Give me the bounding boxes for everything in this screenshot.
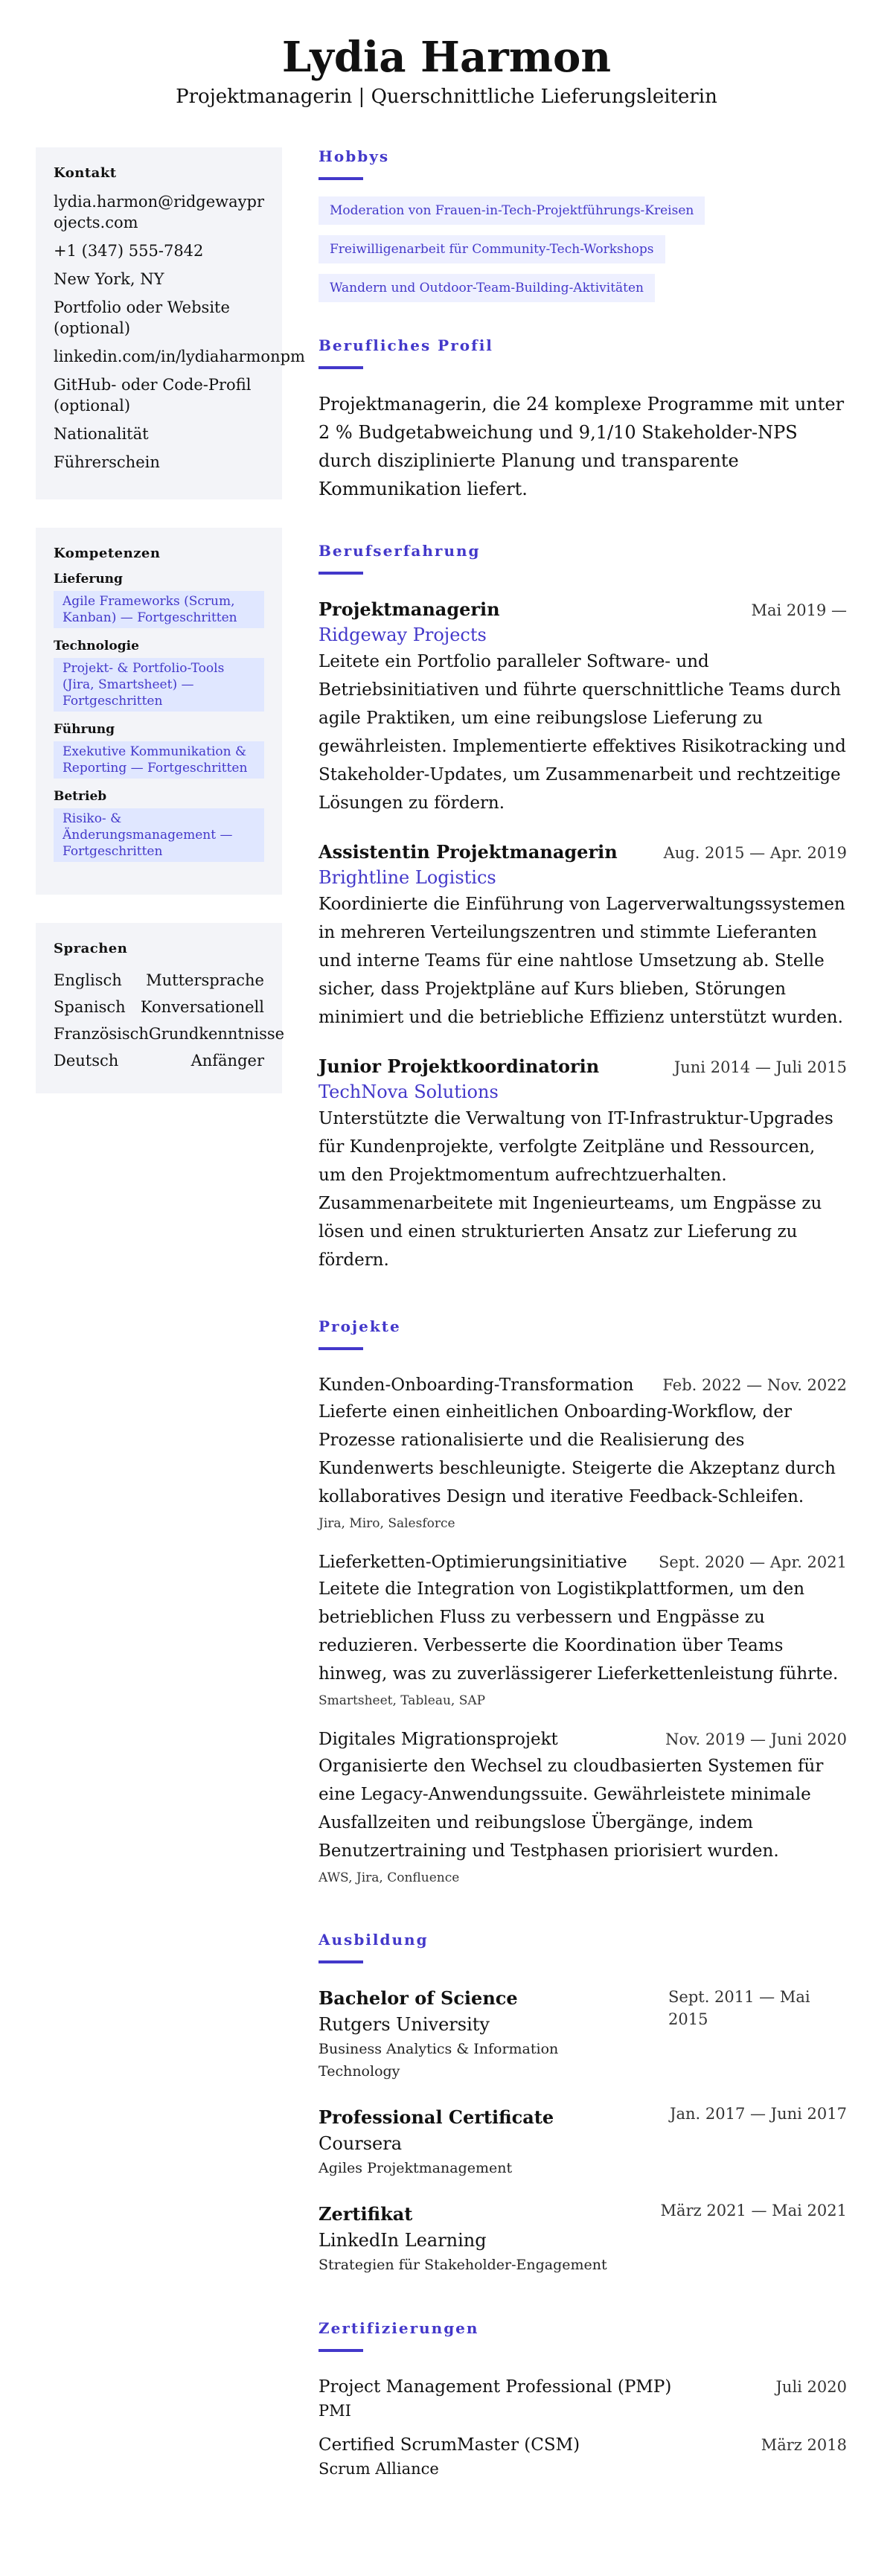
project-tech: Jira, Miro, Salesforce	[319, 1516, 455, 1531]
edu-date: Sept. 2011 — Mai 2015	[668, 1988, 810, 2028]
language-level: Grundkenntnisse	[148, 1025, 285, 1043]
job-entry	[319, 597, 847, 817]
candidate-subtitle: Projektmanagerin | Querschnittliche Lieferungsleiterin	[176, 86, 717, 108]
profile-text: Projektmanagerin, die 24 komplexe Programme mit unter 2 % Budgetabweichung und 9,1/10 Stakeholder-NPS durch disziplinierte Planung und transparente Kommunikation liefert.	[319, 394, 845, 499]
section-title: Berufliches Profil	[319, 336, 493, 354]
contact-github: GitHub- oder Code-Profil (optional)	[54, 376, 252, 415]
skill-tag: Exekutive Kommunikation & Reporting — Fortgeschritten	[54, 741, 264, 779]
skill-tag: Agile Frameworks (Scrum, Kanban) — Fortgeschritten	[54, 591, 264, 628]
contact-portfolio: Portfolio oder Website (optional)	[54, 298, 230, 337]
contact-email[interactable]: lydia.harmon@ridgewayprojects.com	[54, 193, 265, 231]
hobby-tag: Freiwilligenarbeit für Community-Tech-Workshops	[319, 235, 665, 263]
skill-group-name: Lieferung	[54, 572, 123, 587]
project-description: Leitete die Integration von Logistikplattformen, um den betrieblichen Fluss zu verbessern und Engpässe zu reduzieren. Verbesserte die Koordination über Teams hinweg, was zu zuverlässigerer Lieferkettenleistung führte.	[319, 1579, 839, 1684]
edu-institution: Coursera	[319, 2133, 403, 2154]
sidebar	[36, 147, 305, 1122]
job-title: Projektmanagerin	[319, 598, 500, 620]
job-company: Ridgeway Projects	[319, 624, 487, 645]
project-date: Feb. 2022 — Nov. 2022	[662, 1376, 847, 1394]
language-name: Deutsch	[54, 1052, 119, 1070]
resume-header	[0, 0, 893, 110]
edu-degree: Bachelor of Science	[319, 1987, 518, 2009]
contact-nationality: Nationalität	[54, 425, 149, 443]
languages-title: Sprachen	[54, 941, 128, 956]
certification-entry	[319, 2432, 847, 2480]
education-entry	[319, 2202, 847, 2276]
language-name: Französisch	[54, 1025, 149, 1043]
edu-institution: LinkedIn Learning	[319, 2230, 487, 2251]
skills-title: Kompetenzen	[54, 546, 161, 561]
skill-tag: Projekt- & Portfolio-Tools (Jira, Smartsheet) — Fortgeschritten	[54, 658, 264, 712]
edu-institution: Rutgers University	[319, 2014, 490, 2035]
language-level: Muttersprache	[146, 971, 264, 989]
certifications-section	[319, 2318, 847, 2480]
job-entry	[319, 1054, 847, 1274]
skills-box	[36, 528, 282, 895]
cert-name: Project Management Professional (PMP)	[319, 2377, 672, 2397]
job-title: Assistentin Projektmanagerin	[319, 841, 618, 863]
project-entry	[319, 1727, 847, 1888]
job-entry	[319, 840, 847, 1032]
edu-date: Jan. 2017 — Juni 2017	[670, 2105, 847, 2123]
section-divider	[319, 1960, 363, 1963]
language-name: Englisch	[54, 971, 122, 989]
project-tech: Smartsheet, Tableau, SAP	[319, 1693, 486, 1708]
edu-field: Business Analytics & Information Technology	[319, 2041, 559, 2080]
cert-org: Scrum Alliance	[319, 2460, 439, 2478]
project-entry	[319, 1372, 847, 1533]
project-description: Lieferte einen einheitlichen Onboarding-Workflow, der Prozesse rationalisierte und die Realisierung des Kundenwerts beschleunigte. Steigerte die Akzeptanz durch kollaboratives Design und iterative Feedback-Schleifen.	[319, 1402, 836, 1506]
job-description: Koordinierte die Einführung von Lagerverwaltungssystemen in mehreren Verteilungszentren und stimmte Lieferanten und interne Teams für eine nahtlose Umsetzung ab. Stelle sicher, dass Projektpläne auf Kurs blieben, Störungen minimiert und die betriebliche Effizienz unterstützt wurden.	[319, 895, 845, 1027]
hobby-tag: Wandern und Outdoor-Team-Building-Aktivitäten	[319, 274, 655, 302]
skill-tag: Risiko- & Änderungsmanagement — Fortgeschritten	[54, 808, 264, 862]
hobbies-section	[319, 146, 847, 302]
project-date: Nov. 2019 — Juni 2020	[665, 1730, 847, 1748]
certification-entry	[319, 2374, 847, 2422]
cert-date: März 2018	[761, 2436, 847, 2454]
language-level: Konversationell	[140, 998, 264, 1016]
section-divider	[319, 572, 363, 575]
education-section	[319, 1929, 847, 2276]
contact-license: Führerschein	[54, 453, 160, 471]
job-date: Aug. 2015 — Apr. 2019	[663, 844, 847, 862]
project-description: Organisierte den Wechsel zu cloudbasierten Systemen für eine Legacy-Anwendungssuite. Gewährleistete minimale Ausfallzeiten und reibungslose Übergänge, indem Benutzertraining und Testphasen priorisiert wurden.	[319, 1757, 824, 1861]
contact-box	[36, 147, 305, 499]
section-title: Berufserfahrung	[319, 542, 481, 560]
job-company: Brightline Logistics	[319, 867, 496, 888]
contact-phone: +1 (347) 555-7842	[54, 242, 204, 260]
hobby-tag: Moderation von Frauen-in-Tech-Projektführungs-Kreisen	[319, 196, 705, 225]
language-name: Spanisch	[54, 998, 126, 1016]
edu-date: März 2021 — Mai 2021	[660, 2202, 847, 2219]
project-title: Lieferketten-Optimierungsinitiative	[319, 1553, 627, 1572]
project-tech: AWS, Jira, Confluence	[319, 1870, 460, 1885]
edu-field: Agiles Projektmanagement	[319, 2160, 513, 2176]
education-entry	[319, 2105, 847, 2179]
skill-group-name: Technologie	[54, 639, 139, 653]
project-title: Kunden-Onboarding-Transformation	[319, 1375, 634, 1395]
cert-date: Juli 2020	[775, 2378, 847, 2396]
profile-section	[319, 335, 847, 503]
language-level: Anfänger	[191, 1052, 264, 1070]
language-row	[54, 1047, 264, 1074]
skill-group-name: Führung	[54, 722, 115, 737]
section-title: Hobbys	[319, 147, 390, 165]
edu-field: Strategien für Stakeholder-Engagement	[319, 2257, 607, 2273]
candidate-name: Lydia Harmon	[281, 33, 612, 82]
project-date: Sept. 2020 — Apr. 2021	[659, 1553, 847, 1571]
language-row	[54, 967, 264, 994]
main-column	[319, 146, 847, 2522]
job-description: Unterstützte die Verwaltung von IT-Infrastruktur-Upgrades für Kundenprojekte, verfolgte Zeitpläne und Ressourcen, um den Projektmomentum aufrechtzuerhalten. Zusammenarbeitete mit Ingenieurteams, um Engpässe zu lösen und einen strukturierten Ansatz zur Lieferung zu fördern.	[319, 1109, 833, 1270]
job-description: Leitete ein Portfolio paralleler Software- und Betriebsinitiativen und führte querschnittliche Teams durch agile Praktiken, um eine reibungslose Lieferung zu gewährleisten. Implementierte effektives Risikotracking und Stakeholder-Updates, um Zusammenarbeit und rechtzeitige Lösungen zu fördern.	[319, 652, 846, 813]
job-date: Mai 2019 —	[751, 601, 847, 619]
section-title: Projekte	[319, 1317, 401, 1335]
contact-location: New York, NY	[54, 270, 164, 288]
section-divider	[319, 2349, 363, 2352]
contact-title: Kontakt	[54, 165, 117, 181]
section-title: Ausbildung	[319, 1931, 429, 1949]
section-title: Zertifizierungen	[319, 2319, 479, 2337]
experience-section	[319, 540, 847, 1274]
section-divider	[319, 366, 363, 369]
skill-group-name: Betrieb	[54, 789, 107, 804]
project-entry	[319, 1550, 847, 1710]
edu-degree: Zertifikat	[319, 2203, 413, 2225]
language-row	[54, 994, 264, 1020]
project-title: Digitales Migrationsprojekt	[319, 1730, 558, 1749]
edu-degree: Professional Certificate	[319, 2106, 554, 2128]
job-company: TechNova Solutions	[319, 1081, 499, 1102]
languages-box	[36, 923, 285, 1093]
projects-section	[319, 1316, 847, 1888]
contact-linkedin[interactable]: linkedin.com/in/lydiaharmonpm	[54, 348, 305, 365]
cert-org: PMI	[319, 2402, 351, 2420]
education-entry	[319, 1986, 847, 2083]
cert-name: Certified ScrumMaster (CSM)	[319, 2435, 580, 2455]
job-date: Juni 2014 — Juli 2015	[673, 1058, 847, 1076]
section-divider	[319, 1347, 363, 1350]
job-title: Junior Projektkoordinatorin	[319, 1055, 600, 1077]
section-divider	[319, 177, 363, 180]
language-row	[54, 1020, 285, 1047]
